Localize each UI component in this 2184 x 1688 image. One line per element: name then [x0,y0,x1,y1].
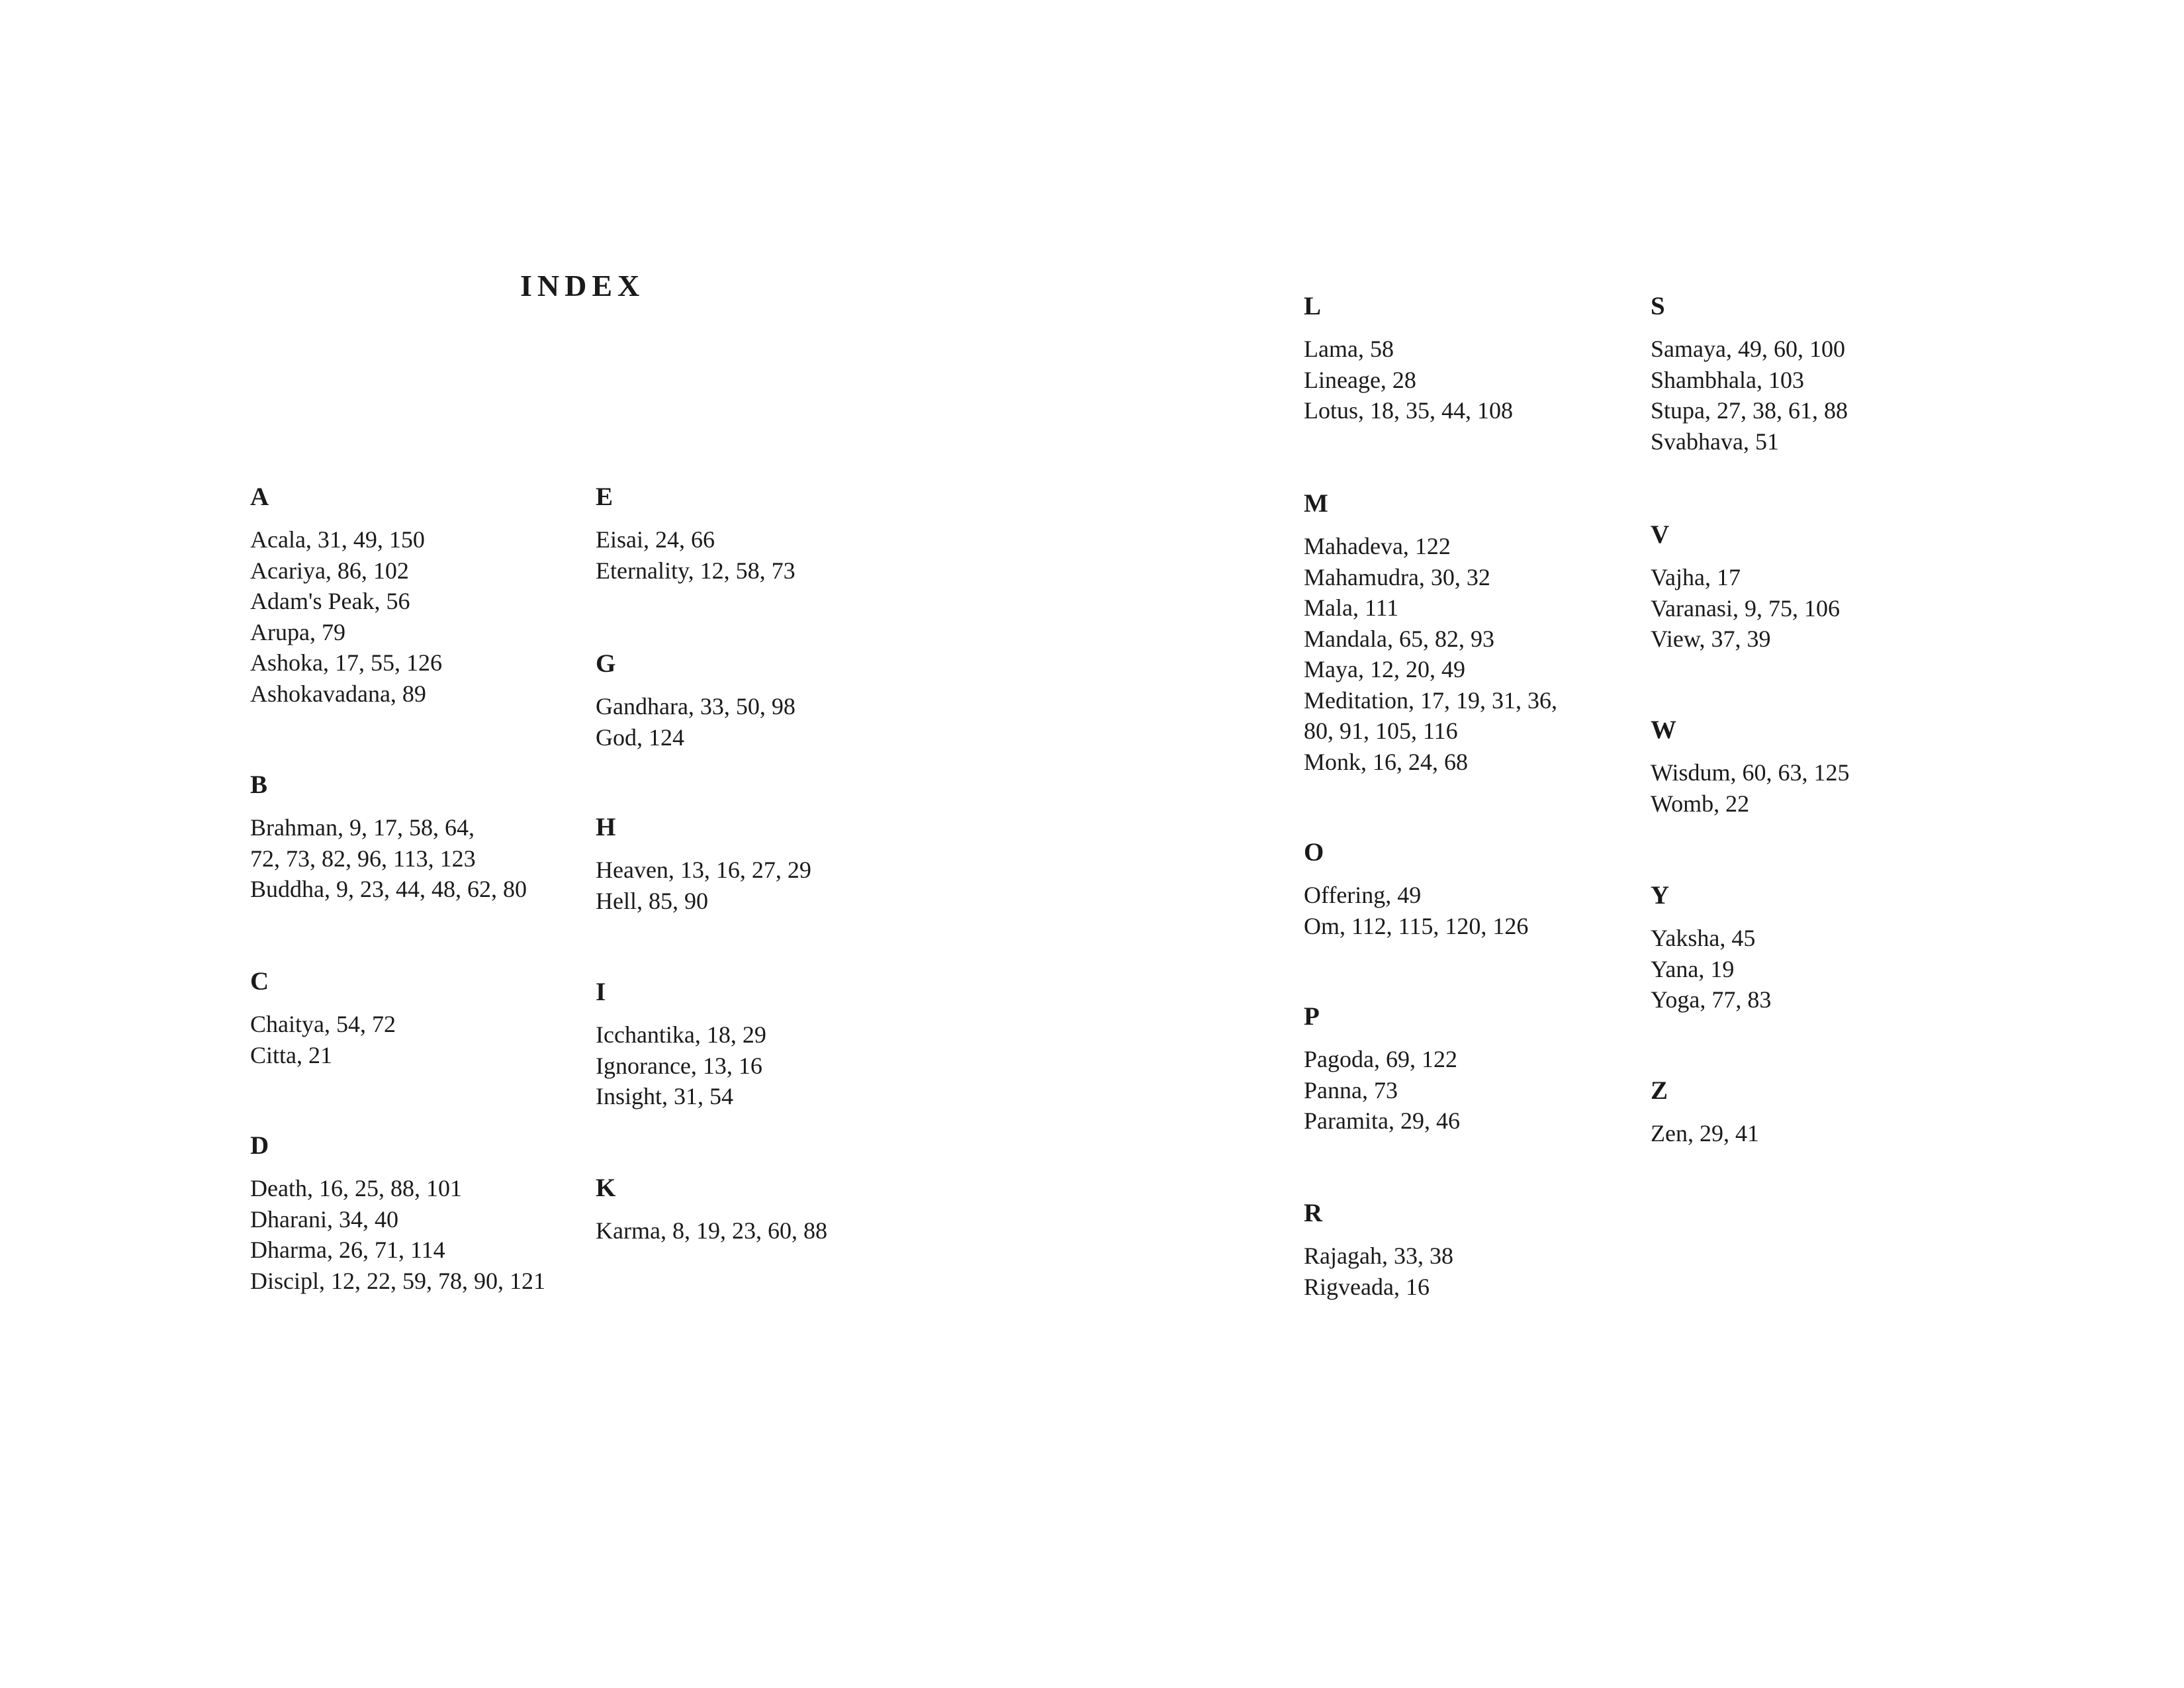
index-entry: Mala, 111 [1304,594,1399,621]
index-entry: Eternality, 12, 58, 73 [596,557,796,584]
index-entry: Death, 16, 25, 88, 101 [250,1175,462,1201]
index-entry: Karma, 8, 19, 23, 60, 88 [596,1217,827,1244]
index-entry: Stupa, 27, 38, 61, 88 [1651,397,1848,424]
index-entry: Yana, 19 [1651,955,1735,982]
index-section-c [250,966,396,1070]
index-entry: Mandala, 65, 82, 93 [1304,625,1494,652]
section-entries [596,1215,827,1246]
index-section-d [250,1131,545,1296]
index-entry: Citta, 21 [250,1041,332,1068]
section-entries [596,855,811,916]
index-section-o [1304,837,1528,941]
index-entry: Svabhava, 51 [1651,428,1779,455]
section-entries [250,524,442,709]
index-entry: Varanasi, 9, 75, 106 [1651,594,1840,622]
index-section-a [250,482,442,709]
index-entry: Hell, 85, 90 [596,887,708,914]
index-section-m [1304,489,1557,777]
section-entries [1304,1044,1460,1137]
index-entry: God, 124 [596,724,684,751]
index-entry: Maya, 12, 20, 49 [1304,656,1465,682]
index-entry: Ashoka, 17, 55, 126 [250,649,442,676]
section-entries [250,1173,545,1296]
index-section-b [250,770,527,905]
section-letter: Z [1651,1076,1668,1105]
section-entries [1304,880,1528,941]
section-letter: C [250,967,269,996]
index-section-g [596,649,796,753]
section-entries [1651,334,1848,457]
section-letter: W [1651,716,1676,744]
index-entry: Arupa, 79 [250,618,345,645]
section-letter: D [250,1131,269,1160]
index-entry: Acala, 31, 49, 150 [250,526,425,553]
index-entry: Meditation, 17, 19, 31, 36, [1304,686,1557,714]
index-entry: Vajha, 17 [1651,564,1741,590]
index-entry: Pagoda, 69, 122 [1304,1046,1457,1072]
index-entry: Om, 112, 115, 120, 126 [1304,912,1529,939]
index-entry: View, 37, 39 [1651,626,1771,652]
section-entries [1304,531,1557,777]
index-entry: Lotus, 18, 35, 44, 108 [1304,397,1514,424]
index-entry: 72, 73, 82, 96, 113, 123 [250,845,476,872]
index-entry: Ashokavadana, 89 [250,680,426,707]
index-entry: Gandhara, 33, 50, 98 [596,693,796,720]
index-entry: Lineage, 28 [1304,366,1416,393]
index-entry: 80, 91, 105, 116 [1304,718,1458,744]
index-entry: Panna, 73 [1304,1076,1398,1103]
section-letter: S [1651,292,1665,320]
index-entry: Rigveada, 16 [1304,1273,1430,1300]
index-section-k [596,1173,827,1246]
section-letter: Y [1651,881,1670,910]
index-entry: Brahman, 9, 17, 58, 64, [250,814,475,841]
index-entry: Shambhala, 103 [1651,366,1804,393]
index-section-s [1651,291,1848,457]
section-entries [1651,562,1840,655]
index-section-z [1651,1076,1759,1149]
section-entries [596,691,796,753]
index-section-e [596,482,796,586]
index-entry: Paramita, 29, 46 [1304,1107,1460,1134]
section-letter: P [1304,1002,1320,1031]
index-entry: Adam's Peak, 56 [250,588,410,614]
index-entry: Heaven, 13, 16, 27, 29 [596,857,811,883]
index-entry: Acariya, 86, 102 [250,557,409,584]
index-entry: Lama, 58 [1304,336,1394,362]
section-entries [1304,1241,1453,1302]
section-letter: I [596,978,606,1006]
index-entry: Wisdum, 60, 63, 125 [1651,759,1850,786]
section-entries [250,812,527,905]
index-entry: Womb, 22 [1651,790,1750,817]
index-section-p [1304,1002,1460,1137]
index-entry: Zen, 29, 41 [1651,1120,1759,1147]
index-entry: Icchantika, 18, 29 [596,1021,766,1048]
index-entry: Mahadeva, 122 [1304,533,1451,559]
index-section-v [1651,520,1840,655]
section-entries [596,1019,766,1112]
section-entries [1651,757,1850,819]
index-entry: Rajagah, 33, 38 [1304,1243,1453,1269]
index-section-l [1304,291,1513,426]
section-letter: L [1304,292,1322,320]
index-entry: Monk, 16, 24, 68 [1304,748,1469,775]
index-entry: Ignorance, 13, 16 [596,1052,762,1079]
section-letter: R [1304,1199,1323,1227]
index-entry: Discipl, 12, 22, 59, 78, 90, 121 [250,1267,545,1294]
section-letter: G [596,649,616,678]
section-entries [1651,923,1771,1015]
index-entry: Dharani, 34, 40 [250,1205,398,1233]
section-letter: E [596,483,614,511]
section-entries [1651,1118,1759,1149]
index-entry: Samaya, 49, 60, 100 [1651,336,1845,362]
index-section-r [1304,1198,1453,1302]
page-title: INDEX [520,269,645,303]
index-entry: Yaksha, 45 [1651,925,1756,951]
index-section-i [596,977,766,1112]
section-letter: O [1304,838,1324,867]
section-letter: B [250,771,268,799]
index-entry: Insight, 31, 54 [596,1083,734,1109]
index-entry: Offering, 49 [1304,882,1422,908]
index-entry: Yoga, 77, 83 [1651,986,1772,1013]
section-letter: K [596,1174,616,1202]
section-letter: H [596,813,616,841]
section-letter: M [1304,489,1328,518]
section-letter: V [1651,520,1670,549]
index-entry: Dharma, 26, 71, 114 [250,1237,445,1263]
index-section-y [1651,880,1771,1015]
section-entries [1304,334,1513,426]
index-entry: Buddha, 9, 23, 44, 48, 62, 80 [250,876,527,902]
index-entry: Chaitya, 54, 72 [250,1011,396,1037]
index-section-w [1651,715,1850,819]
section-entries [250,1009,396,1070]
section-letter: A [250,483,269,511]
index-section-h [596,812,811,916]
section-entries [596,524,796,586]
index-entry: Eisai, 24, 66 [596,526,715,553]
index-entry: Mahamudra, 30, 32 [1304,563,1490,590]
